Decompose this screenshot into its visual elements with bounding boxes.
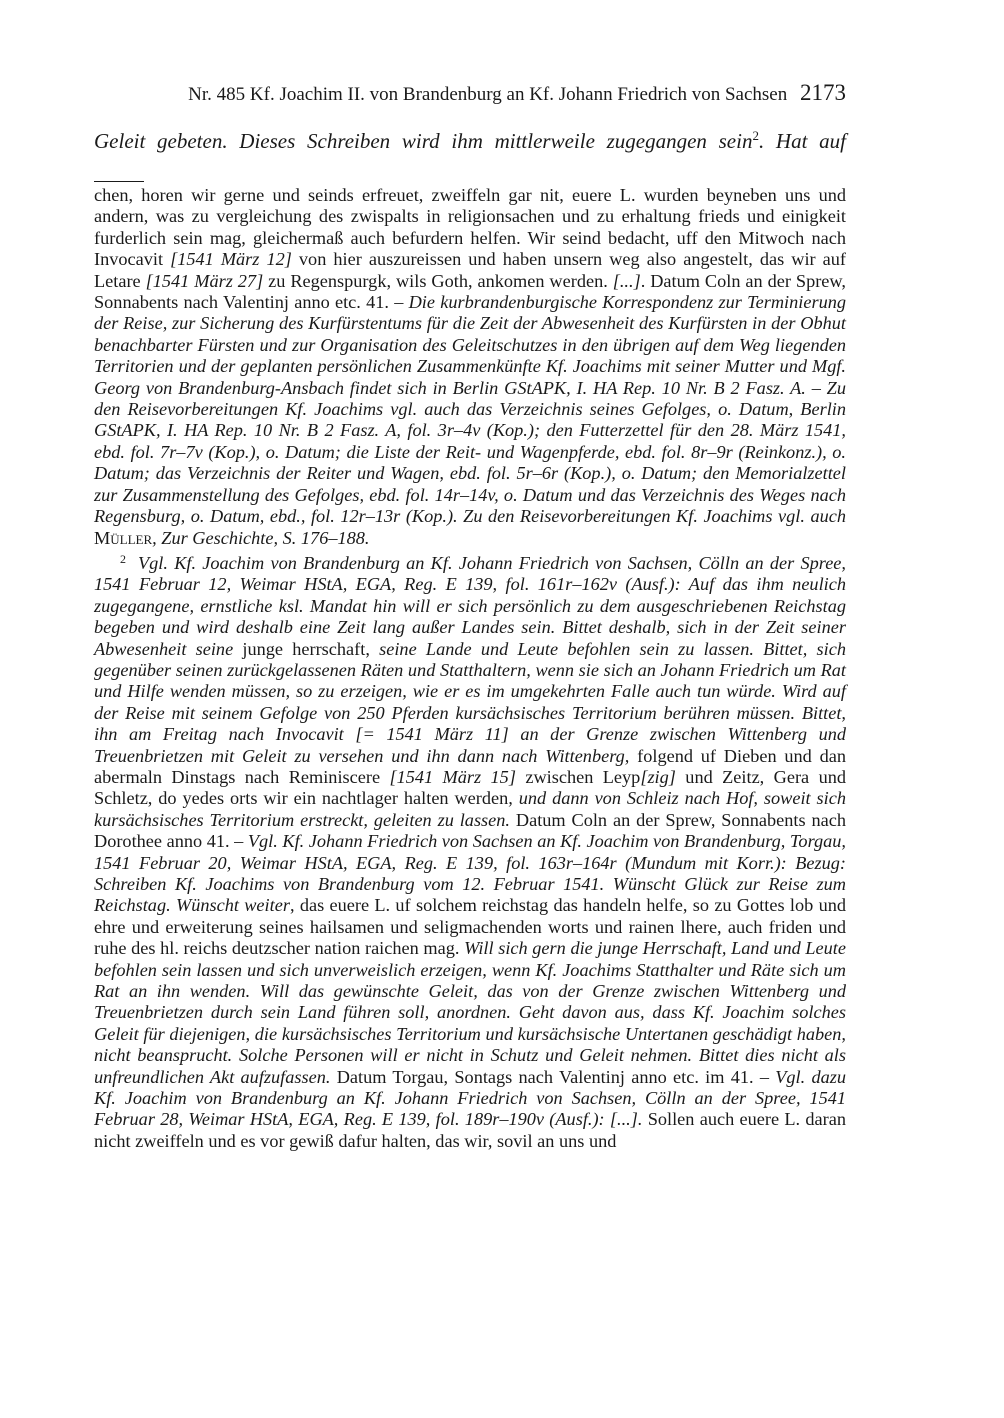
fn-quote: Datum Coln an der Sprew, Sonnabents nach Dorothee anno 41. –: [94, 809, 846, 852]
fn-quote: , das euere L. uf solchem reichstag das handeln helfe, so zu Gottes lob und ehre und erweiterung seines hailsamen und seligmachenden worts und rainen lhere, auch friden und ruhe des hl. reichs deutzscher nation raichen mag.: [94, 895, 847, 959]
fn-editorial: Die kurbrandenburgische Korrespondenz zur Terminierung der Reise, zur Sicherung des Kurfürstentums für die Zeit der Abwesenheit des Kurfürsten in der Obhut benachbarter Fürsten und zur Organisation des Geleitschutzes in den übrigen auf dem Weg liegenden Territorien und der geplanten persönlichen Zusammenkünfte Kf. Joachims mit seiner Mutter und Mgf. Georg von Brandenburg-Ansbach findet sich in Berlin GStAPK, I. HA Rep. 10 Nr. B 2 Fasz. A. – Zu den Reisevorbereitungen Kf. Joachims vgl. auch das Verzeichnis seines Gefolges, o. Datum, Berlin GStAPK, I. HA Rep. 10 Nr. B 2 Fasz. A, fol. 3r–4v (Kop.); den Futterzettel für den 28. März 1541, ebd. fol. 7r–7v (Kop.), o. Datum; die Liste der Reit- und Wagenpferde, ebd. fol. 8r–9r (Reinkonz.), o. Datum; das Verzeichnis der Reiter und Wagen, ebd. fol. 5r–6r (Kop.), o. Datum; den Memorialzettel zur Zusammenstellung des Gefolges, ebd. fol. 14r–14v, o. Datum und das Verzeichnis des Weges nach Regensburg, o. Datum, ebd., fol. 12r–13r (Kop.). Zu den Reisevorbereitungen Kf. Joachims vgl. auch: [94, 292, 846, 527]
fn-quote: Sollen auch euere L. daran nicht zweiffeln und es vor gewiß dafur halten, das wir, sovil an uns und: [94, 1109, 846, 1151]
fn-text: chen, horen wir gerne und seinds erfreuet, zweiffeln gar nit, euere L. wurden beyneben uns und andern, was zu vergleichung des zwispalts in religionsachen und zu erhaltung frieds und einigkeit furderlich sein mag, gleichermaß auch befurdern helfen. Wir seind bedacht, uff den Mitwoch nach Invocavit: [94, 185, 846, 270]
main-text-end: . Hat auf: [758, 129, 846, 153]
page-number: 2173: [800, 80, 846, 105]
fn-text: zu Regenspurgk, wils Goth, ankomen werden.: [263, 270, 613, 291]
footnote-2: [94, 549, 846, 1152]
fn-ellipsis: [...]: [612, 270, 641, 291]
fn-date: [1541 März 12]: [170, 249, 292, 270]
running-title: Nr. 485 Kf. Joachim II. von Brandenburg an Kf. Johann Friedrich von Sachsen: [188, 84, 788, 105]
fn-editorial: Vgl. Kf. Johann Friedrich von Sachsen an Kf. Joachim von Brandenburg, Torgau, 1541 Februar 20, Weimar HStA, EGA, Reg. E 139, fol. 163r–164r (Mundum mit Korr.): Bezug: Schreiben Kf. Joachims von Brandenburg vom 12. Februar 1541. Wünscht Glück zur Reise zum Reichstag. Wünscht weiter: [94, 831, 846, 916]
footnotes: [94, 185, 846, 1152]
fn-quote: und Zeitz, Gera und Schletz, do yedes orts wir ein nachtlager halten werden: [94, 766, 846, 809]
fn-date: [1541 März 15]: [389, 766, 516, 787]
footnote-rule: [94, 181, 144, 182]
fn-date: [1541 März 27]: [145, 270, 264, 291]
fn-quote: junge herrschaft,: [242, 638, 380, 659]
fn-editorial: Vgl. dazu Kf. Joachim von Brandenburg an Kf. Johann Friedrich von Sachsen, Cölln an der Spree, 1541 Februar 28, Weimar HStA, EGA, Reg. E 139, fol. 189r–190v (Ausf.): [...].: [94, 1066, 846, 1130]
fn-text: . Datum Coln an der Sprew, Sonnabents nach Valentinj anno etc. 41. –: [94, 270, 846, 313]
fn-editorial: Will sich gern die junge Herrschaft, Land und Leute befohlen sein lassen und sich unverweislich erzeigen, wenn Kf. Joachims Statthalter und Räte sich um Rat an ihn wenden. Will das gewünschte Geleit, das von der Grenze zwischen Wittenberg und Treuenbrietzen durch sein Land führen soll, anordnen. Geht davon aus, dass Kf. Joachim solches Geleit für diejenigen, die kursächsisches Territorium und kursächsische Untertanen geschädigt haben, nicht beansprucht. Solche Personen will er nicht in Schutz und Geleit nehmen. Bittet dies nicht als unfreundlichen Akt aufzufassen.: [94, 938, 846, 1087]
fn-quote: zwischen Leyp: [515, 766, 641, 787]
fn-editorial: [zig]: [640, 766, 676, 787]
main-text-line: [94, 122, 846, 155]
fn-quote: Datum Torgau, Sontags nach Valentinj anno etc. im 41. –: [330, 1066, 776, 1087]
fn-editorial: , Zur Geschichte, S. 176–188.: [152, 527, 370, 548]
running-head: [94, 79, 846, 109]
footnote-continuation: [94, 185, 846, 549]
fn-text: von hier auszureissen und haben unsern weg also angestelt, das wir auf Letare: [94, 249, 847, 291]
fn-editorial: Vgl. Kf. Joachim von Brandenburg an Kf. Johann Friedrich von Sachsen, Cölln an der Spree, 1541 Februar 12, Weimar HStA, EGA, Reg. E 139, fol. 161r–162v (Ausf.): Auf das ihm neulich zugegangene, ernstliche ksl. Mandat hin will er sich persönlich zu dem ausgeschriebenen Reichstag begeben und wird deshalb eine Zeit lang außer Landes sein. Bittet deshalb, sich in der Zeit seiner Abwesenheit seine: [94, 552, 846, 659]
footnote-number: 2: [120, 551, 126, 566]
fn-editorial: seine Lande und Leute befohlen sein zu lassen. Bittet, sich gegenüber seinen zurückgelassenen Räten und Statthaltern, wenn sie sich an Johann Friedrich um Rat und Hilfe wenden müssen, so zu erzeigen, wie er es im umgekehrten Falle auch tun würde. Wird auf der Reise mit seinem Gefolge von 250 Pferden kursächsisches Territorium berühren müssen. Bittet, ihn am Freitag nach Invocavit [= 1541 März 11] an der Grenze zwischen Wittenberg und Treuenbrietzen mit Geleit zu versehen und ihn dann nach Wittenberg,: [94, 638, 846, 766]
main-text: Geleit gebeten. Dieses Schreiben wird ihm mittlerweile zugegangen sein: [94, 129, 753, 153]
fn-author: Müller: [94, 527, 153, 548]
note-reference: 2: [752, 128, 759, 143]
fn-editorial: , und dann von Schleiz nach Hof, soweit sich kursächsisches Territorium erstreckt, geleiten zu lassen.: [94, 788, 846, 830]
fn-quote: folgend uf Dieben und dan abermaln Dinstags nach Reminiscere: [94, 745, 846, 787]
